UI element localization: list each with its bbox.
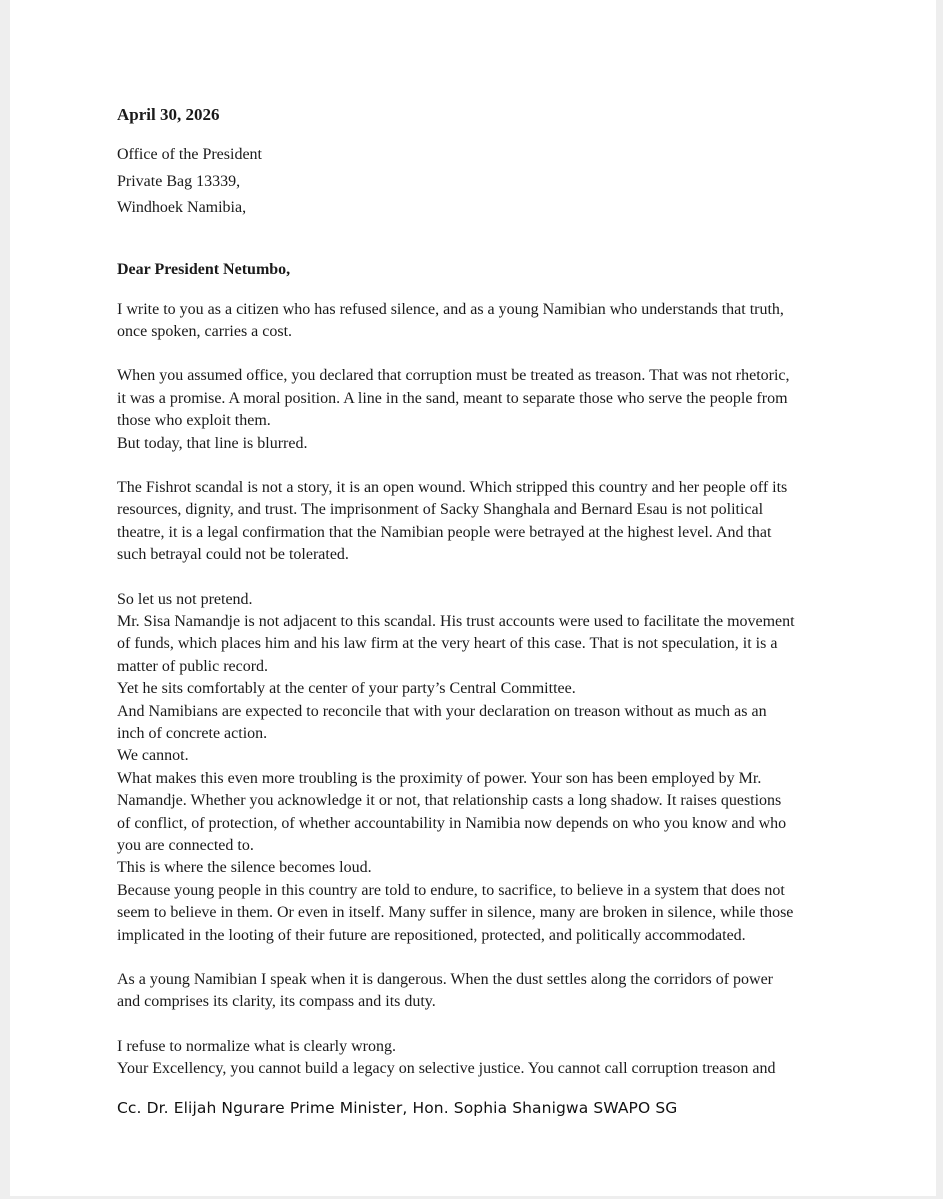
paragraph: [117, 969, 837, 1014]
paragraph-line: of funds, which places him and his law firm at the very heart of this case. That is not speculation, it is a: [117, 635, 778, 653]
paragraph-line: of conflict, of protection, of whether accountability in Namibia now depends on who you know and who: [117, 814, 787, 832]
paragraph-line: once spoken, carries a cost.: [117, 322, 293, 340]
paragraph-line: I write to you as a citizen who has refused silence, and as a young Namibian who understands that truth,: [117, 300, 784, 318]
salutation: Dear President Netumbo,: [117, 260, 291, 278]
address-line: Office of the President: [117, 146, 262, 163]
cc-line: Cc. Dr. Elijah Ngurare Prime Minister, Hon. Sophia Shanigwa SWAPO SG: [117, 1099, 678, 1117]
paragraph-line: But today, that line is blurred.: [117, 434, 308, 452]
address-line: Private Bag 13339,: [117, 172, 241, 190]
paragraph-line: The Fishrot scandal is not a story, it is an open wound. Which stripped this country and her people off its: [117, 478, 788, 496]
paragraph-line: implicated in the looting of their future are repositioned, protected, and politically accommodated.: [117, 926, 746, 944]
letter-date: April 30, 2026: [117, 105, 220, 124]
paragraph-line: seem to believe in them. Or even in itself. Many suffer in silence, many are broken in silence, while those: [117, 904, 794, 922]
paragraph-line: I refuse to normalize what is clearly wrong.: [117, 1037, 397, 1055]
paragraph: [117, 477, 837, 567]
paragraph-line: We cannot.: [117, 747, 189, 765]
paragraph-line: Mr. Sisa Namandje is not adjacent to this scandal. His trust accounts were used to facilitate the movement: [117, 612, 795, 630]
address-line: Windhoek Namibia,: [117, 199, 247, 216]
paragraph-line: As a young Namibian I speak when it is dangerous. When the dust settles along the corridors of power: [117, 971, 773, 989]
paragraph-line: This is where the silence becomes loud.: [117, 859, 372, 877]
paragraph-line: inch of concrete action.: [117, 725, 268, 742]
paragraph-line: So let us not pretend.: [117, 590, 253, 608]
paragraph-line: Namandje. Whether you acknowledge it or not, that relationship casts a long shadow. It raises questions: [117, 792, 782, 810]
paragraph-line: Your Excellency, you cannot build a legacy on selective justice. You cannot call corruption treason and: [117, 1060, 776, 1078]
recipient-address: [117, 142, 837, 222]
paragraph: [117, 589, 837, 948]
paragraph: [117, 365, 837, 455]
letter-paragraphs: [117, 299, 837, 1081]
paragraph-line: matter of public record.: [117, 657, 269, 675]
paragraph-line: and comprises its clarity, its compass and its duty.: [117, 993, 436, 1011]
paragraph-line: And Namibians are expected to reconcile that with your declaration on treason without as much as an: [117, 702, 767, 720]
paragraph-line: What makes this even more troubling is the proximity of power. Your son has been employed by Mr.: [117, 769, 762, 787]
paragraph-line: Because young people in this country are told to endure, to sacrifice, to believe in a system that does not: [117, 881, 785, 899]
paragraph-line: resources, dignity, and trust. The imprisonment of Sacky Shanghala and Bernard Esau is not political: [117, 501, 764, 519]
paragraph: [117, 299, 837, 344]
paragraph-line: theatre, it is a legal confirmation that the Namibian people were betrayed at the highest level. And that: [117, 523, 772, 541]
paragraph-line: such betrayal could not be tolerated.: [117, 546, 349, 564]
paragraph-line: Yet he sits comfortably at the center of your party’s Central Committee.: [117, 680, 576, 698]
paragraph-line: you are connected to.: [117, 837, 254, 855]
paragraph-line: When you assumed office, you declared that corruption must be treated as treason. That was not rhetoric,: [117, 367, 790, 385]
letter-page: [10, 0, 936, 1196]
paragraph: [117, 1036, 837, 1081]
paragraph-line: it was a promise. A moral position. A line in the sand, meant to separate those who serve the people from: [117, 389, 788, 407]
paragraph-line: those who exploit them.: [117, 412, 271, 430]
letter-body: [117, 103, 837, 1081]
